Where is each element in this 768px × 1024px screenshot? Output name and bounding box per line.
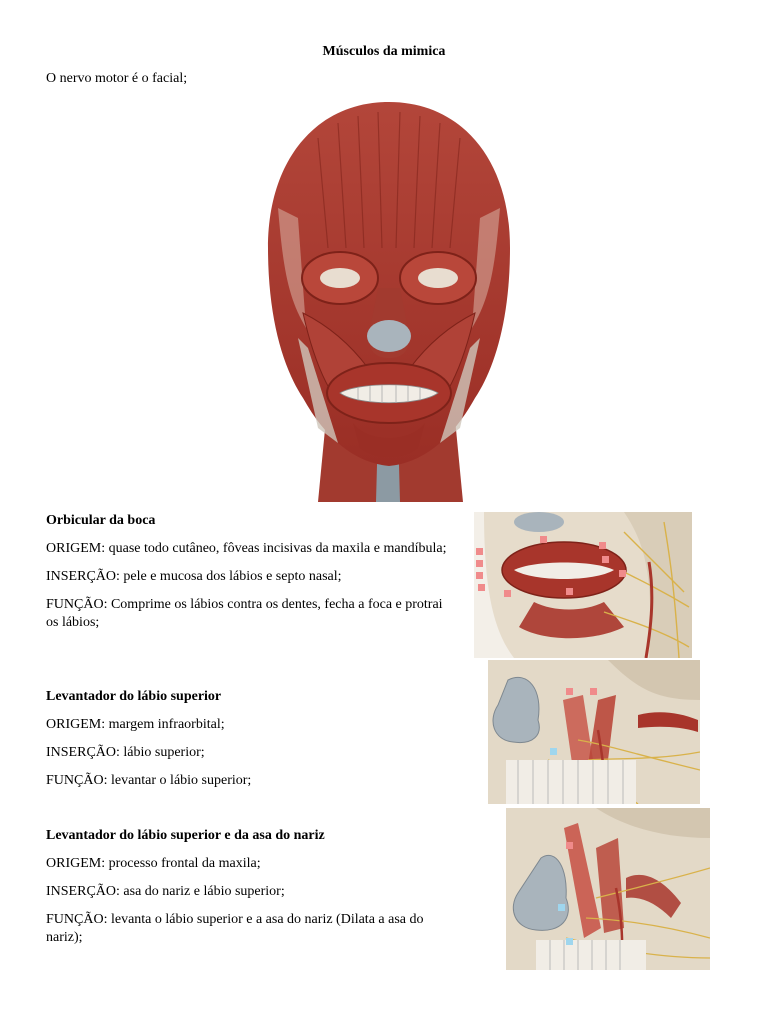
origem-text: : processo frontal da maxila; — [101, 856, 261, 871]
insercao-text: : lábio superior; — [116, 745, 205, 760]
funcao-line — [46, 596, 456, 632]
origem-text: : margem infraorbital; — [101, 717, 225, 732]
insercao-line — [46, 883, 456, 901]
section-heading: Orbicular da boca — [46, 513, 156, 528]
origem-line — [46, 855, 456, 873]
section-levantador-do-labio-superior — [46, 688, 456, 800]
insercao-text: : pele e mucosa dos lábios e septo nasal; — [116, 569, 342, 584]
insercao-label: INSERÇÃO — [46, 884, 117, 899]
funcao-label: FUNÇÃO — [46, 912, 104, 927]
funcao-text: : levantar o lábio superior; — [103, 773, 252, 788]
funcao-line — [46, 911, 456, 947]
funcao-text: : levanta o lábio superior e a asa do nariz (Dilata a asa do nariz); — [46, 912, 424, 945]
levantador-do-labio-superior-e-da-asa-do-nariz-illustration — [506, 808, 710, 970]
section-levantador-do-labio-superior-e-da-asa-do-nariz — [46, 827, 456, 957]
insercao-label: INSERÇÃO — [46, 745, 117, 760]
origem-text: : quase todo cutâneo, fôveas incisivas da maxila e mandíbula; — [101, 541, 447, 556]
section-heading: Levantador do lábio superior — [46, 689, 222, 704]
origem-label: ORIGEM — [46, 541, 102, 556]
page-title: Músculos da mimica — [322, 44, 446, 59]
funcao-label: FUNÇÃO — [46, 597, 104, 612]
orbicular-da-boca-illustration — [474, 512, 692, 658]
origem-line — [46, 540, 456, 558]
funcao-line — [46, 772, 456, 790]
funcao-label: FUNÇÃO — [46, 773, 104, 788]
levantador-do-labio-superior-illustration — [488, 660, 700, 804]
insercao-text: : asa do nariz e lábio superior; — [116, 884, 285, 899]
facial-muscles-head-illustration — [258, 98, 520, 502]
section-heading: Levantador do lábio superior e da asa do nariz — [46, 828, 325, 843]
insercao-line — [46, 744, 456, 762]
origem-label: ORIGEM — [46, 717, 102, 732]
origem-line — [46, 716, 456, 734]
funcao-text: : Comprime os lábios contra os dentes, fecha a foca e protrai os lábios; — [46, 597, 443, 630]
insercao-label: INSERÇÃO — [46, 569, 117, 584]
section-orbicular-da-boca — [46, 512, 456, 642]
insercao-line — [46, 568, 456, 586]
origem-label: ORIGEM — [46, 856, 102, 871]
intro-text: O nervo motor é o facial; — [46, 71, 188, 86]
